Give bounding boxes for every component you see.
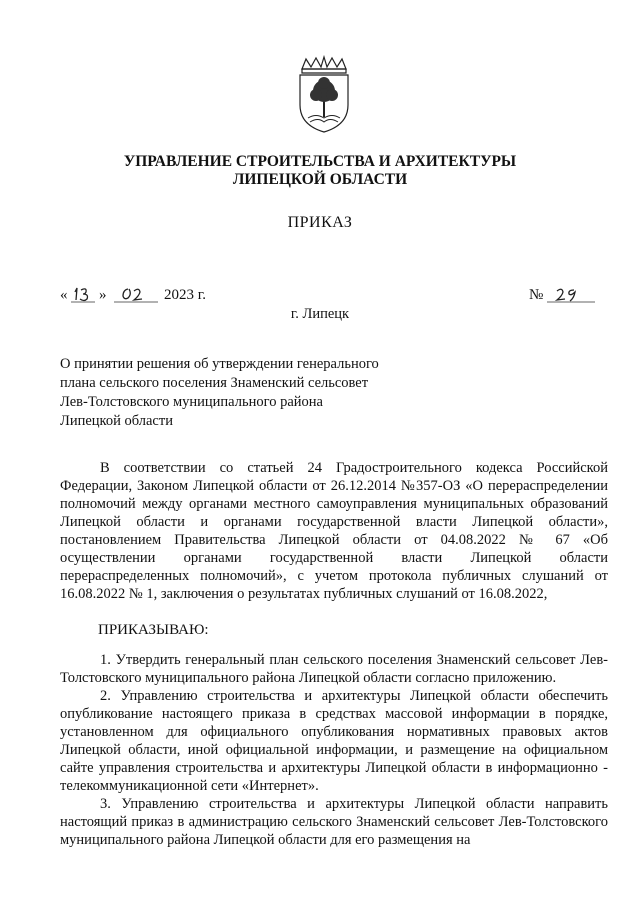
agency-name-line2: ЛИПЕЦКОЙ ОБЛАСТИ (232, 171, 408, 188)
preamble-paragraph: В соответствии со статьей 24 Градостроительного кодекса Российской Федерации, Законом Липецкой области от 26.12.2014 №357-ОЗ «О перераспределении полномочий между органами местного самоуправления муниципальных образований Липецкой области и органами государственной власти Липецкой области», постановлением Правительства Липецкой области от 04.08.2022 № 67 «Об осуществлении органами государственной власти Липецкой области перераспределенных полномочий», с учетом протокола публичных слушаний от 16.08.2022 № 1, заключения о результатах публичных слушаний от 16.08.2022, (60, 460, 608, 602)
order-word: ПРИКАЗЫВАЮ: (98, 622, 209, 638)
subject-line: плана сельского поселения Знаменский сельсовет (60, 375, 369, 391)
number-handwriting-icon (547, 286, 595, 304)
date-line (60, 286, 206, 304)
subject-line: Липецкой области (60, 413, 173, 429)
order-item-2: 2. Управлению строительства и архитектуры Липецкой области обеспечить опубликование настоящего приказа в средствах массовой информации в порядке, установленном для официального опубликования нормативных правовых актов Липецкой области, иной официальной информации, и размещение на официальном сайте управления строительства и архитектуры Липецкой области в информационно - телекоммуникационной сети «Интернет». (60, 688, 608, 794)
subject-line: О принятии решения об утверждении генерального (60, 356, 379, 372)
order-items (60, 651, 608, 849)
date-month-handwritten (114, 286, 158, 304)
document-subject (60, 355, 420, 431)
date-close-quote: » (99, 287, 107, 303)
date-year: 2023 г. (164, 287, 206, 303)
month-handwriting-icon (114, 286, 158, 304)
order-item-3: 3. Управлению строительства и архитектуры Липецкой области направить настоящий приказ в администрацию сельского Знаменский сельсовет Лев-Толстовского муниципального района Липецкой области для его размещения на (60, 796, 608, 848)
number-line (529, 286, 595, 304)
city-name: г. Липецк (290, 306, 350, 322)
date-day-handwritten (71, 286, 95, 304)
day-handwriting-icon (71, 286, 95, 304)
agency-name-line1: УПРАВЛЕНИЕ СТРОИТЕЛЬСТВА И АРХИТЕКТУРЫ (123, 153, 517, 170)
coat-of-arms-icon (294, 55, 354, 133)
number-sign: № (528, 287, 544, 303)
date-open-quote: « (60, 287, 68, 303)
order-item-1: 1. Утвердить генеральный план сельского поселения Знаменский сельсовет Лев-Толстовского муниципального района Липецкой области согласно приложению. (60, 652, 608, 686)
document-type-title: ПРИКАЗ (287, 214, 353, 231)
number-handwritten (547, 286, 595, 304)
subject-line: Лев-Толстовского муниципального района (60, 394, 323, 410)
